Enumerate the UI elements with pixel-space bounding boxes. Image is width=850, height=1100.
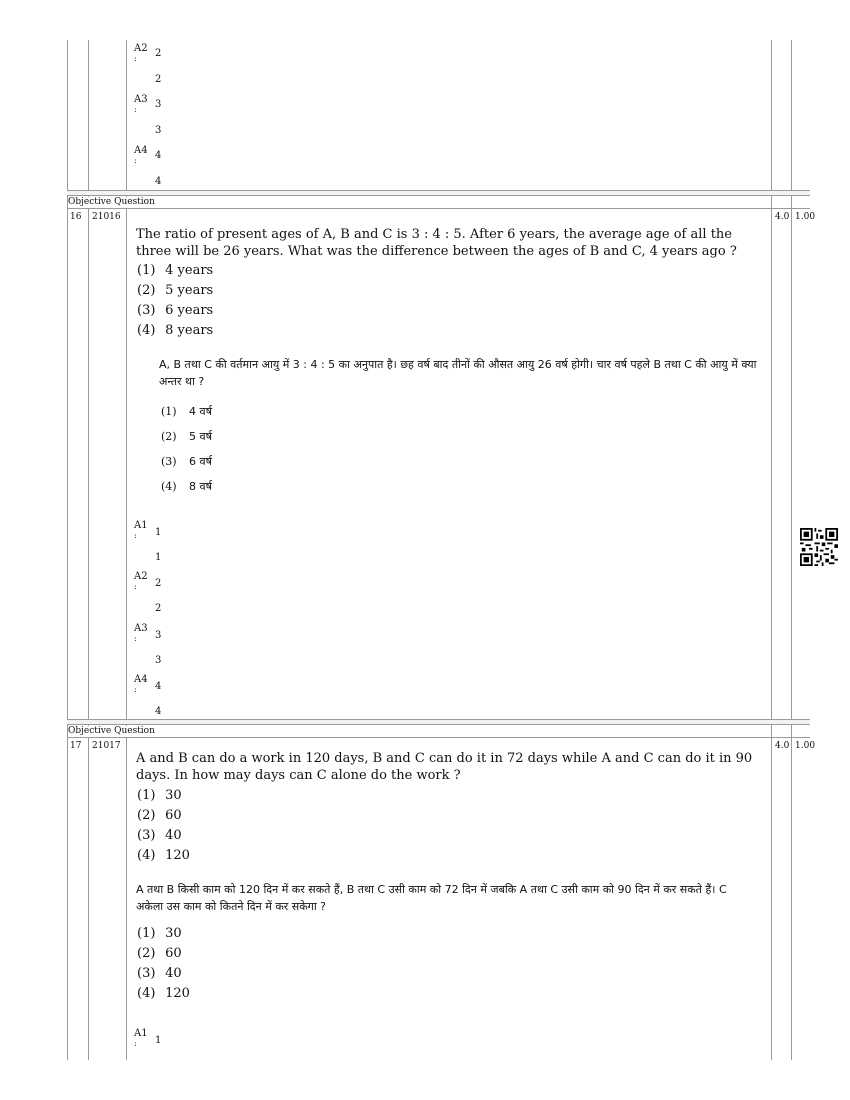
option-number: (1) [161,405,177,418]
grid-line [67,208,810,209]
row-separator [67,719,810,725]
section-label: Objective Question [68,197,155,207]
option-number: (4) [137,986,156,1001]
option-text: 120 [165,848,190,863]
option-text: 30 [165,788,182,803]
option-number: (2) [137,283,156,298]
answer-value: 1 [155,527,162,538]
answer-label: A4 : [134,145,148,165]
option-hindi [137,965,182,982]
option-number: (3) [161,455,177,468]
option-text: 5 वर्ष [189,430,212,443]
option [137,807,182,824]
option-number: (1) [137,926,156,941]
question-id: 21016 [92,212,121,222]
option-text: 8 years [165,323,214,338]
option-text: 5 years [165,283,214,298]
negative-marks: 1.00 [795,741,816,751]
answer-value: 2 [155,578,162,589]
option [137,827,182,844]
grid-line [67,737,810,738]
option-text: 30 [165,926,182,941]
row-separator [67,190,810,196]
option [137,322,213,339]
answer-label: A1 : [134,1028,148,1048]
answer-key: 3 [155,655,162,666]
question-text-english: A and B can do a work in 120 days, B and C can do it in 72 days while A and C can do it in 90 days. In how may days can C alone do the work ? [136,751,753,783]
option-number: (4) [161,480,177,493]
answer-label: A1 : [134,520,148,540]
option-text: 6 years [165,303,214,318]
option-hindi [137,925,182,942]
option [137,847,190,864]
option-number: (4) [137,323,156,338]
option-hindi [137,985,190,1002]
question-text-hindi: A, B तथा C की वर्तमान आयु में 3 : 4 : 5 का अनुपात है। छह वर्ष बाद तीनों की औसत आयु 26 वर्ष होगी। चार वर्ष पहले B तथा C की आयु में क्या अन्तर था ? [159,358,757,388]
option-number: (3) [137,966,156,981]
option-text: 60 [165,946,182,961]
answer-value: 4 [155,150,162,161]
answer-key: 4 [155,706,162,717]
option-number: (4) [137,848,156,863]
question-text-english: The ratio of present ages of A, B and C is 3 : 4 : 5. After 6 years, the average age of all the three will be 26 years. What was the difference between the ages of B and C, 4 years ago ? [136,227,737,259]
qr-code [800,528,838,566]
option-text: 120 [165,986,190,1001]
answer-label: A3 : [134,94,148,114]
answer-value: 2 [155,48,162,59]
answer-value: 3 [155,99,162,110]
option-number: (2) [137,946,156,961]
option-text: 8 वर्ष [189,480,212,493]
option-number: (3) [137,828,156,843]
serial-number: 16 [70,212,82,222]
option [137,787,182,804]
answer-label: A2 : [134,571,148,591]
answer-value: 4 [155,681,162,692]
option-text: 4 years [165,263,214,278]
option-hindi [137,945,182,962]
option-text: 4 वर्ष [189,405,212,418]
option-text: 60 [165,808,182,823]
marks: 4.0 [775,212,790,222]
answer-key: 2 [155,74,162,85]
answer-key: 3 [155,125,162,136]
answer-key: 4 [155,176,162,187]
option-text: 6 वर्ष [189,455,212,468]
answer-value: 3 [155,630,162,641]
option-number: (1) [137,788,156,803]
option-number: (1) [137,263,156,278]
question-id: 21017 [92,741,121,751]
option-hindi [161,403,212,420]
option-hindi [161,453,212,470]
option [137,262,213,279]
option-number: (3) [137,303,156,318]
option-number: (2) [137,808,156,823]
option-text: 40 [165,966,182,981]
option [137,302,213,319]
answer-label: A3 : [134,623,148,643]
answer-label: A4 : [134,674,148,694]
option-number: (2) [161,430,177,443]
section-label: Objective Question [68,726,155,736]
question-text-hindi: A तथा B किसी काम को 120 दिन में कर सकते हैं, B तथा C उसी काम को 72 दिन में जबकि A तथा C उसी काम को 90 दिन में कर सकते हैं। C अकेला उस काम को कितने दिन में कर सकेगा ? [136,883,727,913]
serial-number: 17 [70,741,82,751]
answer-key: 2 [155,603,162,614]
answer-value: 1 [155,1035,162,1046]
negative-marks: 1.00 [795,212,816,222]
option-hindi [161,428,212,445]
option-text: 40 [165,828,182,843]
option-hindi [161,478,212,495]
option [137,282,213,299]
answer-label: A2 : [134,43,148,63]
marks: 4.0 [775,741,790,751]
answer-key: 1 [155,552,162,563]
